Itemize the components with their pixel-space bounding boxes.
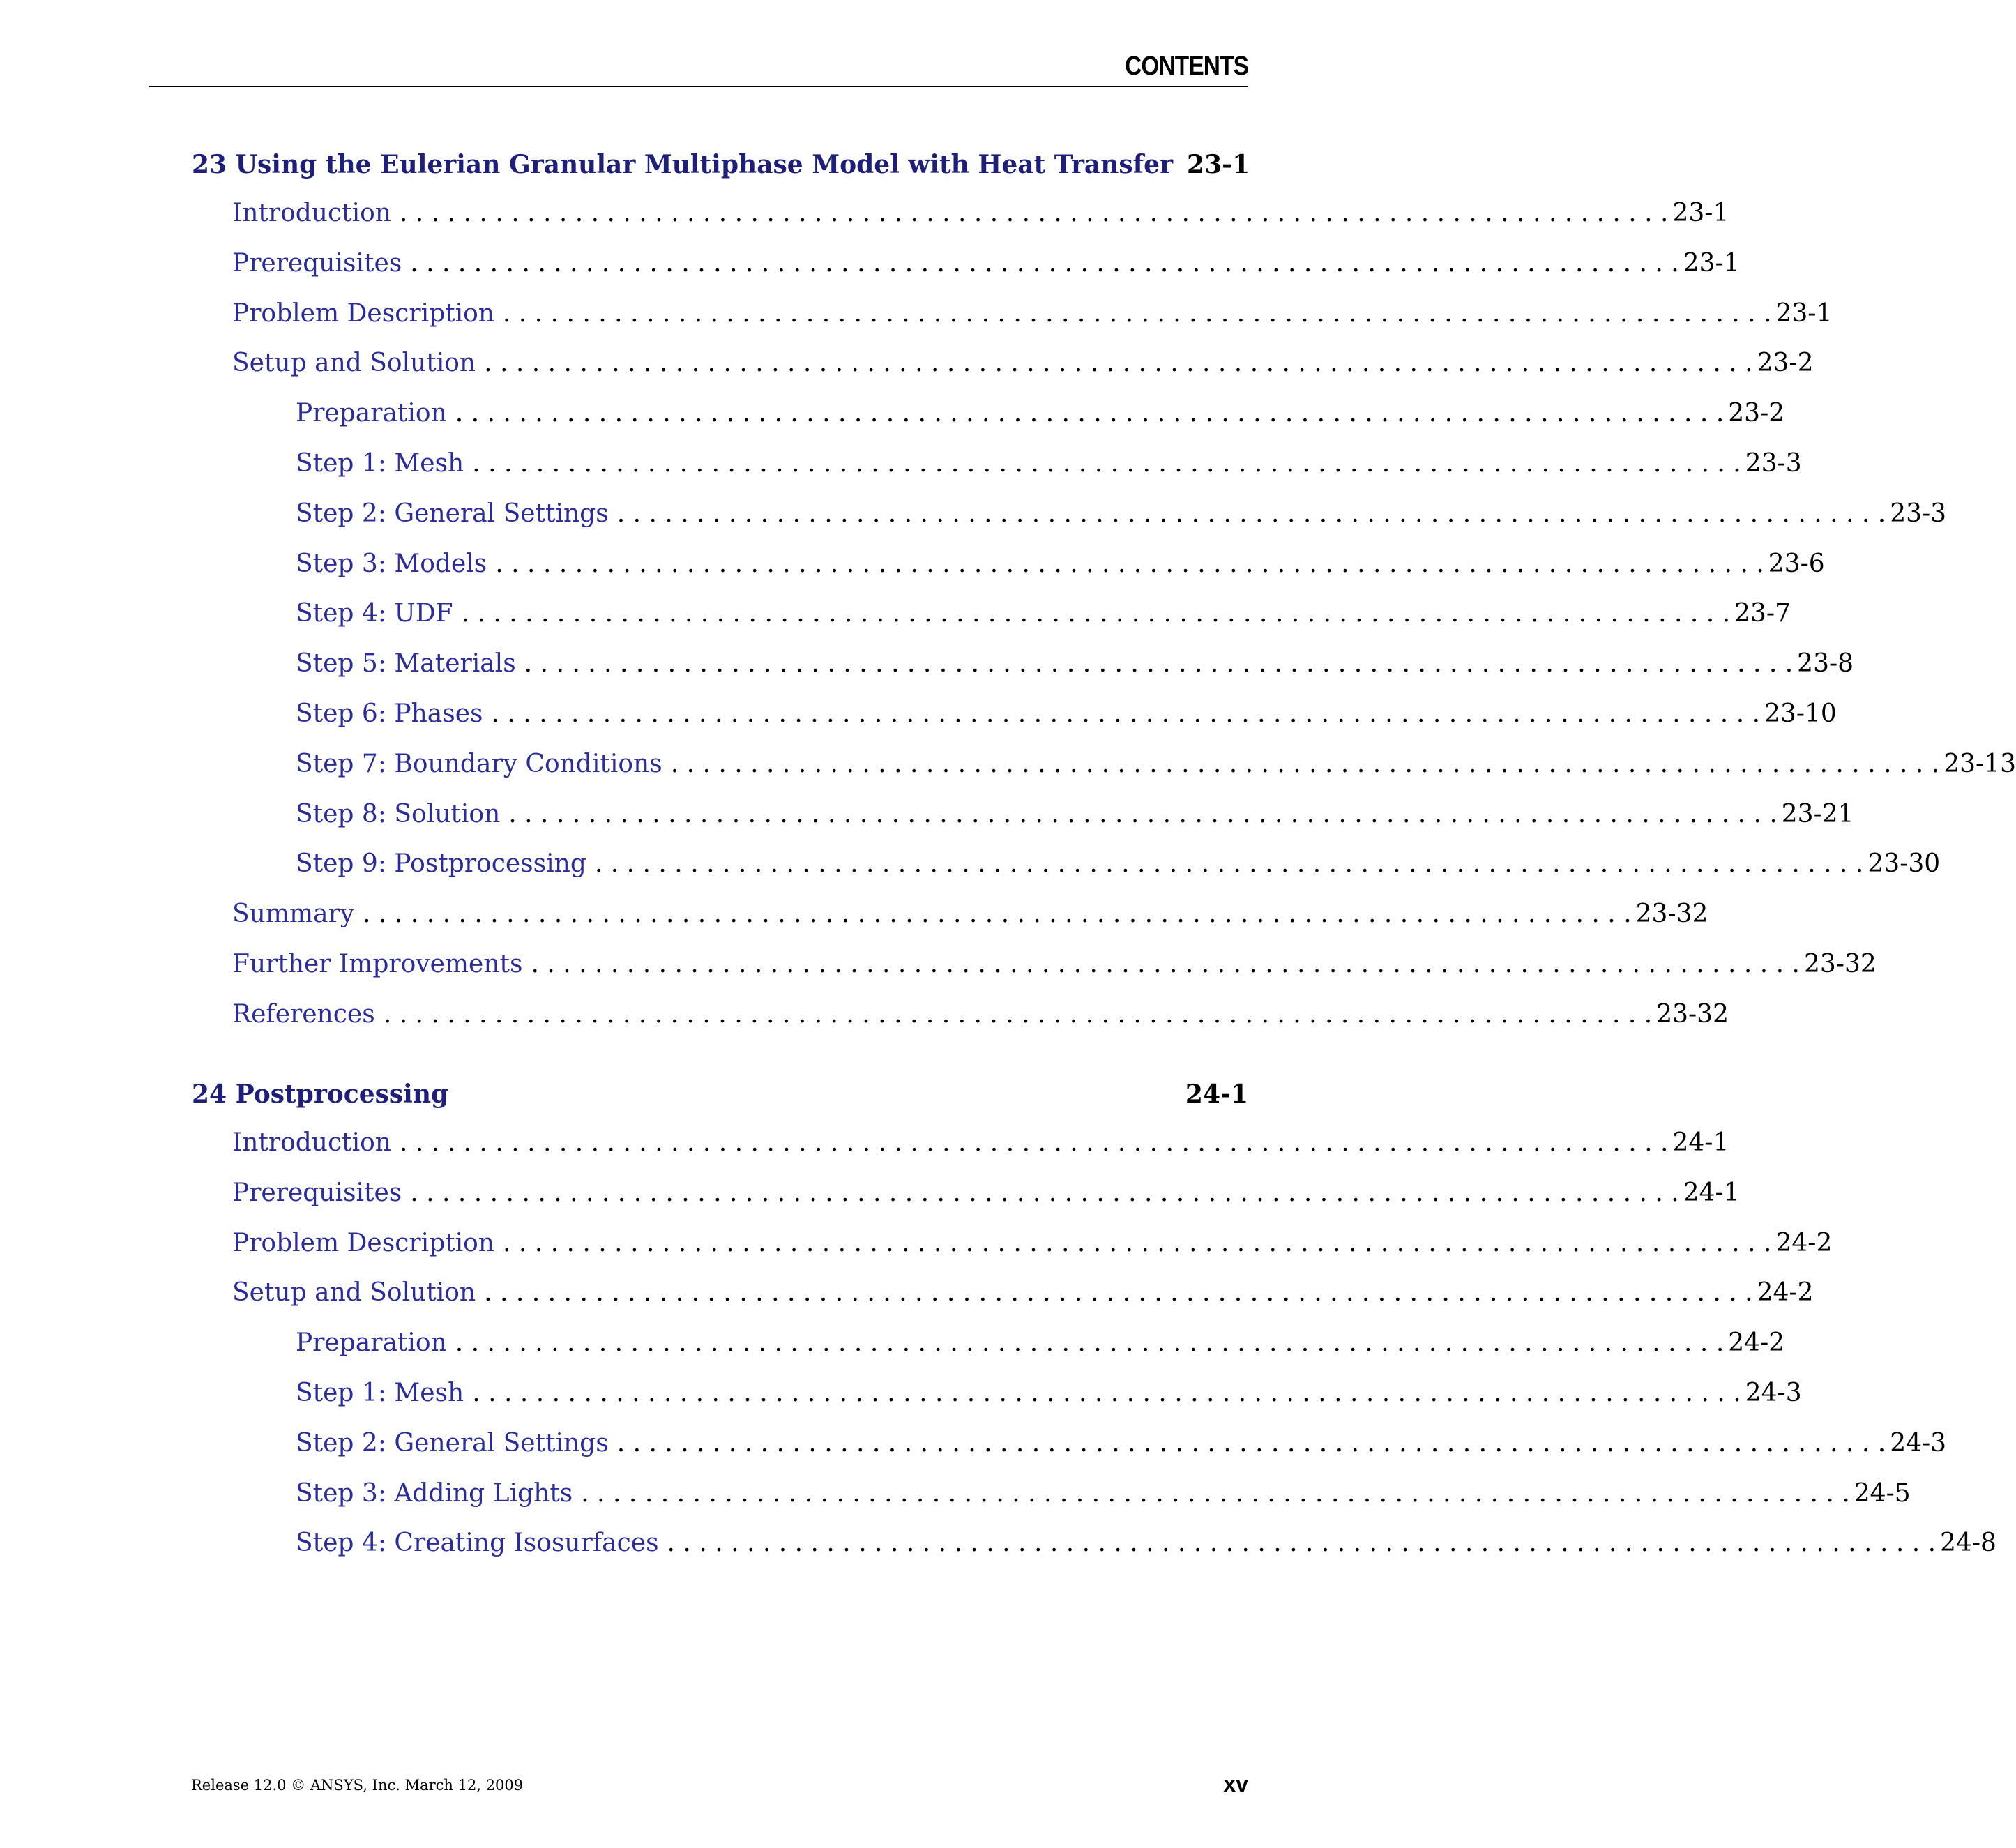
toc-entry-page-number: 23-13 [1943,749,2016,778]
dot-leader: . . . . . . . . . . . . . . . . . . . . . . . . . . . . . . . . . . . . . . . . . . . . . . . . . . . . . . . . . . . . . . . . . . . . . . . . . . . . . . . . [495,549,1764,578]
chapter-title: 23 Using the Eulerian Granular Multiphase Model with Heat Transfer [192,150,1174,179]
toc-entry-title: Step 7: Boundary Conditions [296,749,662,778]
dot-leader: . . . . . . . . . . . . . . . . . . . . . . . . . . . . . . . . . . . . . . . . . . . . . . . . . . . . . . . . . . . . . . . . . . . . . . . . . . . . . . . . [616,1428,1886,1457]
chapter-page-number: 23-1 [1187,150,1250,179]
toc-entry-title: Problem Description [232,1228,494,1257]
toc-entry-title: Step 3: Adding Lights [296,1478,573,1508]
dot-leader: . . . . . . . . . . . . . . . . . . . . . . . . . . . . . . . . . . . . . . . . . . . . . . . . . . . . . . . . . . . . . . . . . . . . . . . . . . . . . . . . [461,599,1731,628]
toc-entry-title: Prerequisites [232,248,402,278]
toc-entry-title: Step 4: UDF [296,599,453,628]
dot-leader: . . . . . . . . . . . . . . . . . . . . . . . . . . . . . . . . . . . . . . . . . . . . . . . . . . . . . . . . . . . . . . . . . . . . . . . . . . . . . . . . [502,1228,1772,1257]
dot-leader: . . . . . . . . . . . . . . . . . . . . . . . . . . . . . . . . . . . . . . . . . . . . . . . . . . . . . . . . . . . . . . . . . . . . . . . . . . . . . . . . [455,1328,1725,1358]
toc-entry[interactable] [232,248,1740,282]
dot-leader: . . . . . . . . . . . . . . . . . . . . . . . . . . . . . . . . . . . . . . . . . . . . . . . . . . . . . . . . . . . . . . . . . . . . . . . . . . . . . . . . [472,449,1741,478]
toc-chapter-heading[interactable] [192,150,1248,179]
toc-entry-page-number: 24-5 [1854,1478,1911,1508]
toc-entry-page-number: 23-7 [1734,599,1791,628]
toc-entry-page-number: 23-30 [1867,849,1941,879]
toc-entry-title: Summary [232,900,355,929]
toc-entry[interactable] [296,699,1837,733]
toc-entry[interactable] [296,749,2016,783]
toc-entry-page-number: 23-3 [1890,499,1947,528]
toc-entry[interactable] [296,1529,1996,1562]
dot-leader: . . . . . . . . . . . . . . . . . . . . . . . . . . . . . . . . . . . . . . . . . . . . . . . . . . . . . . . . . . . . . . . . . . . . . . . . . . . . . . . . [410,248,1679,278]
toc-entry-page-number: 24-1 [1672,1128,1729,1157]
toc-entry-title: Setup and Solution [232,349,476,378]
toc-entry-title: Step 1: Mesh [296,449,464,478]
toc-entry-title: Setup and Solution [232,1278,476,1308]
toc-entry[interactable] [232,1228,1833,1262]
toc-entry-title: Introduction [232,199,391,227]
toc-entry[interactable] [232,900,1708,933]
toc-chapter-heading[interactable] [192,1080,1248,1109]
toc-entry-title: Step 2: General Settings [296,499,609,528]
toc-entry-page-number: 24-3 [1745,1379,1802,1407]
toc-entry-page-number: 24-8 [1940,1529,1996,1558]
dot-leader: . . . . . . . . . . . . . . . . . . . . . . . . . . . . . . . . . . . . . . . . . . . . . . . . . . . . . . . . . . . . . . . . . . . . . . . . . . . . . . . . [667,1529,1937,1558]
toc-entry-page-number: 23-3 [1745,449,1802,478]
dot-leader: . . . . . . . . . . . . . . . . . . . . . . . . . . . . . . . . . . . . . . . . . . . . . . . . . . . . . . . . . . . . . . . . . . . . . . . . . . . . . . . . [410,1178,1679,1207]
toc-entry-page-number: 23-2 [1757,349,1814,378]
toc-entry-page-number: 23-1 [1683,248,1740,278]
toc-entry[interactable] [296,599,1791,633]
toc-entry-title: Step 2: General Settings [296,1428,609,1457]
toc-entry-page-number: 23-10 [1764,699,1837,728]
toc-entry[interactable] [296,1478,1911,1513]
toc-entry-page-number: 23-32 [1803,950,1877,978]
toc-entry-title: Step 1: Mesh [296,1379,464,1407]
toc-entry[interactable] [296,799,1854,833]
toc-entry-title: Step 3: Models [296,549,487,578]
toc-entry-page-number: 23-2 [1728,399,1785,428]
toc-entry-title: Preparation [296,399,447,428]
toc-entry-title: Prerequisites [232,1178,402,1207]
toc-entry[interactable] [232,950,1877,983]
toc-entry-title: Step 6: Phases [296,699,483,728]
dot-leader: . . . . . . . . . . . . . . . . . . . . . . . . . . . . . . . . . . . . . . . . . . . . . . . . . . . . . . . . . . . . . . . . . . . . . . . . . . . . . . . . [363,900,1632,929]
toc-entry-page-number: 23-1 [1775,298,1833,328]
toc-entry-title: References [232,999,375,1029]
dot-leader: . . . . . . . . . . . . . . . . . . . . . . . . . . . . . . . . . . . . . . . . . . . . . . . . . . . . . . . . . . . . . . . . . . . . . . . . . . . . . . . . [484,349,1753,378]
toc-entry[interactable] [232,999,1729,1033]
dot-leader: . . . . . . . . . . . . . . . . . . . . . . . . . . . . . . . . . . . . . . . . . . . . . . . . . . . . . . . . . . . . . . . . . . . . . . . . . . . . . . . . [670,749,1940,778]
toc-entry[interactable] [296,399,1785,432]
toc-entry[interactable] [232,349,1814,382]
toc-entry-title: Step 5: Materials [296,649,516,679]
dot-leader: . . . . . . . . . . . . . . . . . . . . . . . . . . . . . . . . . . . . . . . . . . . . . . . . . . . . . . . . . . . . . . . . . . . . . . . . . . . . . . . . [455,399,1725,428]
toc-entry-title: Step 4: Creating Isosurfaces [296,1529,659,1558]
toc-entry[interactable] [232,1278,1814,1312]
dot-leader: . . . . . . . . . . . . . . . . . . . . . . . . . . . . . . . . . . . . . . . . . . . . . . . . . . . . . . . . . . . . . . . . . . . . . . . . . . . . . . . . [491,699,1761,728]
dot-leader: . . . . . . . . . . . . . . . . . . . . . . . . . . . . . . . . . . . . . . . . . . . . . . . . . . . . . . . . . . . . . . . . . . . . . . . . . . . . . . . . [594,849,1864,879]
toc-entry-title: Problem Description [232,298,494,328]
toc-entry[interactable] [296,499,1947,533]
toc-entry-page-number: 23-6 [1768,549,1825,578]
running-head-title: CONTENTS [1125,52,1248,81]
toc-entry[interactable] [232,1178,1740,1212]
toc-entry-page-number: 24-2 [1728,1328,1785,1358]
toc-entry-page-number: 24-1 [1683,1178,1740,1207]
toc-entry[interactable] [296,849,1941,883]
toc-entry[interactable] [296,649,1854,683]
toc-entry-page-number: 24-2 [1775,1228,1833,1257]
toc-entry-page-number: 24-2 [1757,1278,1814,1308]
toc-entry[interactable] [296,1428,1947,1462]
toc-entry-page-number: 23-32 [1656,999,1729,1029]
toc-entry[interactable] [232,1128,1729,1162]
toc-entry-title: Step 9: Postprocessing [296,849,586,879]
dot-leader: . . . . . . . . . . . . . . . . . . . . . . . . . . . . . . . . . . . . . . . . . . . . . . . . . . . . . . . . . . . . . . . . . . . . . . . . . . . . . . . . [383,999,1653,1029]
dot-leader: . . . . . . . . . . . . . . . . . . . . . . . . . . . . . . . . . . . . . . . . . . . . . . . . . . . . . . . . . . . . . . . . . . . . . . . . . . . . . . . . [484,1278,1753,1308]
dot-leader: . . . . . . . . . . . . . . . . . . . . . . . . . . . . . . . . . . . . . . . . . . . . . . . . . . . . . . . . . . . . . . . . . . . . . . . . . . . . . . . . [531,950,1800,978]
toc-entry[interactable] [232,298,1833,333]
chapter-page-number: 24-1 [1185,1080,1248,1109]
toc-entry-page-number: 23-21 [1781,799,1854,828]
toc-entry-page-number: 24-3 [1890,1428,1947,1457]
toc-entry-title: Preparation [296,1328,447,1358]
toc-entry-title: Step 8: Solution [296,799,501,828]
dot-leader: . . . . . . . . . . . . . . . . . . . . . . . . . . . . . . . . . . . . . . . . . . . . . . . . . . . . . . . . . . . . . . . . . . . . . . . . . . . . . . . . [472,1379,1741,1407]
dot-leader: . . . . . . . . . . . . . . . . . . . . . . . . . . . . . . . . . . . . . . . . . . . . . . . . . . . . . . . . . . . . . . . . . . . . . . . . . . . . . . . . [616,499,1886,528]
dot-leader: . . . . . . . . . . . . . . . . . . . . . . . . . . . . . . . . . . . . . . . . . . . . . . . . . . . . . . . . . . . . . . . . . . . . . . . . . . . . . . . . [400,1128,1669,1157]
chapter-title: 24 Postprocessing [192,1080,449,1109]
dot-leader: . . . . . . . . . . . . . . . . . . . . . . . . . . . . . . . . . . . . . . . . . . . . . . . . . . . . . . . . . . . . . . . . . . . . . . . . . . . . . . . . [524,649,1794,679]
footer-release-line: Release 12.0 © ANSYS, Inc. March 12, 2009 [191,1777,524,1794]
dot-leader: . . . . . . . . . . . . . . . . . . . . . . . . . . . . . . . . . . . . . . . . . . . . . . . . . . . . . . . . . . . . . . . . . . . . . . . . . . . . . . . . [508,799,1778,828]
toc-entry-page-number: 23-1 [1672,199,1729,227]
toc-entry[interactable] [296,549,1825,583]
toc-entry[interactable] [232,199,1729,232]
toc-entry[interactable] [296,1328,1785,1362]
footer-page-number: xv [1223,1771,1248,1796]
dot-leader: . . . . . . . . . . . . . . . . . . . . . . . . . . . . . . . . . . . . . . . . . . . . . . . . . . . . . . . . . . . . . . . . . . . . . . . . . . . . . . . . [502,298,1772,328]
toc-entry[interactable] [296,449,1802,483]
toc-entry-title: Further Improvements [232,950,523,978]
toc-entry-page-number: 23-8 [1797,649,1854,679]
toc-entry-title: Introduction [232,1128,391,1157]
toc-entry[interactable] [296,1379,1802,1412]
dot-leader: . . . . . . . . . . . . . . . . . . . . . . . . . . . . . . . . . . . . . . . . . . . . . . . . . . . . . . . . . . . . . . . . . . . . . . . . . . . . . . . . [581,1478,1850,1508]
dot-leader: . . . . . . . . . . . . . . . . . . . . . . . . . . . . . . . . . . . . . . . . . . . . . . . . . . . . . . . . . . . . . . . . . . . . . . . . . . . . . . . . [400,199,1669,227]
toc-entry-page-number: 23-32 [1635,900,1708,929]
